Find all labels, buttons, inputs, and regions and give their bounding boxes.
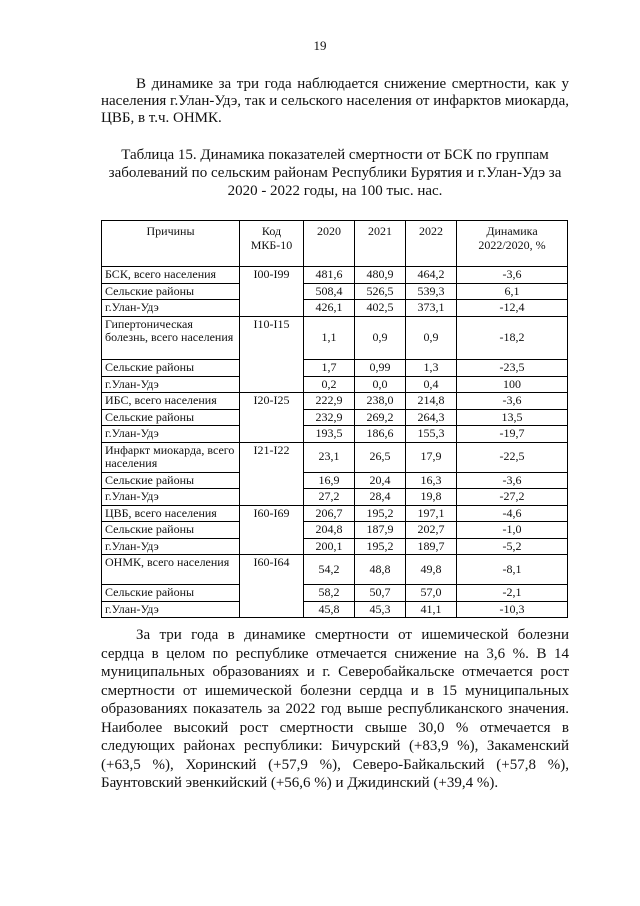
- cell-2020: 222,9: [304, 393, 355, 410]
- cell-dynamics: -23,5: [457, 360, 568, 377]
- cell-icd-code: I00-I99: [240, 267, 304, 317]
- cell-2022: 373,1: [406, 300, 457, 317]
- cell-2020: 426,1: [304, 300, 355, 317]
- cell-cause: Гипертоническая болезнь, всего населения: [102, 316, 240, 360]
- table-row: [102, 283, 568, 300]
- analysis-paragraph-text: За три года в динамике смертности от ишемической болезни сердца в целом по республике отмечается снижение на 3,6 %. В 14 муниципальных образованиях и г. Северобайкальске отмечается рост смертности от ишемической болезни сердца и в 15 муниципальных образованиях показатель за 2022 год выше республиканского значения. Наиболее высокий рост смертности свыше 30,0 % отмечается в следующих районах республики: Бичурский (+83,9 %), Закаменский (+63,5 %), Хоринский (+57,9 %), Северо-Байкальский (+57,8 %), Баунтовский эвенкийский (+56,6 %) и Джидинский (+39,4 %).: [101, 627, 569, 791]
- cell-icd-code: I60-I64: [240, 555, 304, 618]
- cell-2020: 45,8: [304, 601, 355, 618]
- cell-2020: 58,2: [304, 585, 355, 602]
- cell-2020: 54,2: [304, 555, 355, 585]
- cell-2020: 204,8: [304, 522, 355, 539]
- analysis-paragraph: [101, 626, 569, 793]
- table-row: [102, 489, 568, 506]
- table-row: [102, 267, 568, 284]
- cell-dynamics: -22,5: [457, 442, 568, 472]
- cell-2022: 214,8: [406, 393, 457, 410]
- table-row: [102, 300, 568, 317]
- table-header-row: [102, 221, 568, 267]
- cell-dynamics: -4,6: [457, 505, 568, 522]
- cell-cause: Сельские районы: [102, 585, 240, 602]
- cell-cause: ЦВБ, всего населения: [102, 505, 240, 522]
- cell-2021: 186,6: [355, 426, 406, 443]
- table-row: [102, 409, 568, 426]
- table-row: [102, 360, 568, 377]
- intro-paragraph-text: В динамике за три года наблюдается снижение смертности, как у населения г.Улан-Удэ, так и сельского населения от инфарктов миокарда, ЦВБ, в т.ч. ОНМК.: [101, 76, 569, 126]
- cell-2022: 155,3: [406, 426, 457, 443]
- cell-icd-code: I20-I25: [240, 393, 304, 443]
- cell-2021: 480,9: [355, 267, 406, 284]
- cell-dynamics: -5,2: [457, 538, 568, 555]
- cell-cause: г.Улан-Удэ: [102, 489, 240, 506]
- cell-2020: 16,9: [304, 472, 355, 489]
- cell-cause: Сельские районы: [102, 472, 240, 489]
- cell-2020: 27,2: [304, 489, 355, 506]
- table-row: [102, 585, 568, 602]
- cell-cause: БСК, всего населения: [102, 267, 240, 284]
- cell-2021: 195,2: [355, 538, 406, 555]
- table-row: [102, 472, 568, 489]
- cell-2022: 197,1: [406, 505, 457, 522]
- cell-dynamics: 100: [457, 376, 568, 393]
- cell-dynamics: -8,1: [457, 555, 568, 585]
- cell-dynamics: 13,5: [457, 409, 568, 426]
- cell-2020: 232,9: [304, 409, 355, 426]
- cell-icd-code: I60-I69: [240, 505, 304, 555]
- table-row: [102, 426, 568, 443]
- table-caption: Таблица 15. Динамика показателей смертности от БСК по группам заболеваний по сельским районам Республики Бурятия и г.Улан-Удэ за 2020 - 2022 годы, на 100 тыс. нас.: [108, 147, 562, 199]
- table-row: [102, 505, 568, 522]
- cell-dynamics: -3,6: [457, 267, 568, 284]
- table-row: [102, 376, 568, 393]
- cell-dynamics: -18,2: [457, 316, 568, 360]
- table-row: [102, 393, 568, 410]
- cell-2022: 189,7: [406, 538, 457, 555]
- table-row: [102, 555, 568, 585]
- table-row: [102, 316, 568, 360]
- cell-cause: ОНМК, всего населения: [102, 555, 240, 585]
- header-2020: 2020: [304, 221, 355, 267]
- cell-2021: 48,8: [355, 555, 406, 585]
- table-row: [102, 538, 568, 555]
- cell-2022: 0,4: [406, 376, 457, 393]
- cell-2020: 206,7: [304, 505, 355, 522]
- cell-2022: 16,3: [406, 472, 457, 489]
- cell-dynamics: -27,2: [457, 489, 568, 506]
- cell-2022: 57,0: [406, 585, 457, 602]
- cell-cause: ИБС, всего населения: [102, 393, 240, 410]
- cell-2021: 526,5: [355, 283, 406, 300]
- cell-2022: 41,1: [406, 601, 457, 618]
- cell-cause: г.Улан-Удэ: [102, 538, 240, 555]
- page-number: 19: [313, 38, 327, 53]
- cell-2021: 0,0: [355, 376, 406, 393]
- cell-2022: 0,9: [406, 316, 457, 360]
- cell-dynamics: 6,1: [457, 283, 568, 300]
- cell-cause: г.Улан-Удэ: [102, 300, 240, 317]
- cell-dynamics: -1,0: [457, 522, 568, 539]
- cell-2020: 508,4: [304, 283, 355, 300]
- cell-2021: 402,5: [355, 300, 406, 317]
- cell-2022: 49,8: [406, 555, 457, 585]
- table-row: [102, 601, 568, 618]
- cell-icd-code: I10-I15: [240, 316, 304, 393]
- cell-cause: Сельские районы: [102, 283, 240, 300]
- cell-2021: 28,4: [355, 489, 406, 506]
- cell-dynamics: -3,6: [457, 393, 568, 410]
- cell-2022: 17,9: [406, 442, 457, 472]
- cell-2022: 539,3: [406, 283, 457, 300]
- cell-2021: 238,0: [355, 393, 406, 410]
- cell-cause: Сельские районы: [102, 409, 240, 426]
- header-2022: 2022: [406, 221, 457, 267]
- intro-paragraph: [101, 76, 569, 127]
- cell-cause: Инфаркт миокарда, всего населения: [102, 442, 240, 472]
- cell-2020: 1,7: [304, 360, 355, 377]
- cell-2020: 193,5: [304, 426, 355, 443]
- cell-2022: 264,3: [406, 409, 457, 426]
- cell-2021: 0,99: [355, 360, 406, 377]
- cell-dynamics: -12,4: [457, 300, 568, 317]
- cell-dynamics: -3,6: [457, 472, 568, 489]
- cell-2021: 195,2: [355, 505, 406, 522]
- header-2021: 2021: [355, 221, 406, 267]
- header-cause: Причины: [102, 221, 240, 267]
- cell-2020: 23,1: [304, 442, 355, 472]
- header-dynamics: Динамика 2022/2020, %: [457, 221, 568, 267]
- cell-2021: 20,4: [355, 472, 406, 489]
- cell-2020: 0,2: [304, 376, 355, 393]
- cell-cause: г.Улан-Удэ: [102, 376, 240, 393]
- cell-2021: 269,2: [355, 409, 406, 426]
- mortality-table: [101, 220, 568, 618]
- cell-2021: 0,9: [355, 316, 406, 360]
- cell-dynamics: -10,3: [457, 601, 568, 618]
- cell-2020: 481,6: [304, 267, 355, 284]
- cell-cause: Сельские районы: [102, 360, 240, 377]
- cell-2022: 202,7: [406, 522, 457, 539]
- cell-cause: г.Улан-Удэ: [102, 601, 240, 618]
- cell-icd-code: I21-I22: [240, 442, 304, 505]
- cell-cause: Сельские районы: [102, 522, 240, 539]
- cell-2022: 19,8: [406, 489, 457, 506]
- cell-2021: 187,9: [355, 522, 406, 539]
- cell-2020: 200,1: [304, 538, 355, 555]
- header-icd-code: Код МКБ-10: [240, 221, 304, 267]
- cell-dynamics: -19,7: [457, 426, 568, 443]
- cell-2021: 50,7: [355, 585, 406, 602]
- table-row: [102, 522, 568, 539]
- cell-2022: 1,3: [406, 360, 457, 377]
- cell-2021: 26,5: [355, 442, 406, 472]
- cell-2022: 464,2: [406, 267, 457, 284]
- cell-2021: 45,3: [355, 601, 406, 618]
- table-row: [102, 442, 568, 472]
- cell-2020: 1,1: [304, 316, 355, 360]
- cell-cause: г.Улан-Удэ: [102, 426, 240, 443]
- cell-dynamics: -2,1: [457, 585, 568, 602]
